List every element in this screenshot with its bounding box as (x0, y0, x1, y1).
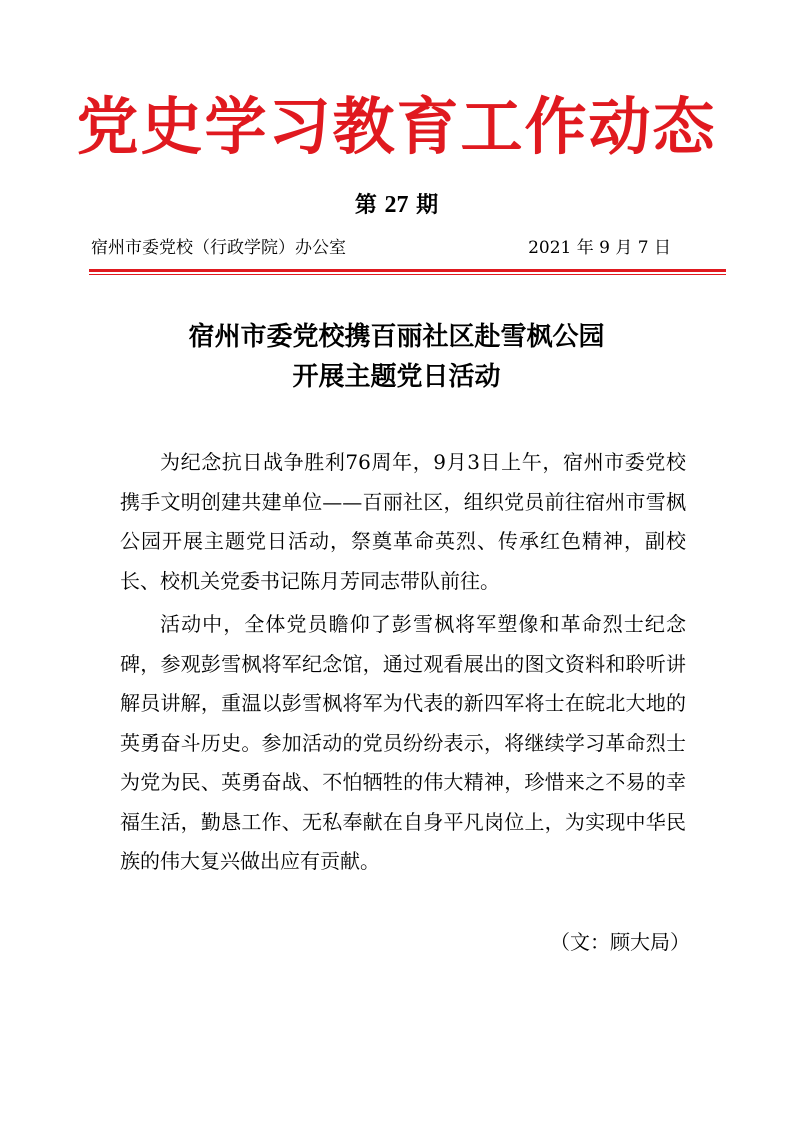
issuing-office: 宿州市委党校（行政学院）办公室 (91, 238, 346, 258)
issue-suffix: 期 (416, 192, 439, 218)
masthead-title: 党史学习教育工作动态 (76, 90, 717, 163)
publication-meta (91, 234, 671, 262)
issue-number (0, 190, 793, 220)
headline-line-2: 开展主题党日活动 (292, 362, 501, 392)
red-divider-thin (89, 274, 726, 275)
issue-date: 2021 年 9 月 7 日 (528, 238, 671, 258)
headline-line-1: 宿州市委党校携百丽社区赴雪枫公园 (188, 322, 605, 352)
red-divider (89, 269, 726, 272)
body-paragraph: 为纪念抗日战争胜利76周年，9月3日上午，宿州市委党校携手文明创建共建单位——百丽社区，组织党员前往宿州市雪枫公园开展主题党日活动，祭奠革命英烈、传承红色精神，副校长、校机关党委书记陈月芳同志带队前往。 (120, 450, 686, 593)
issue-number-value: 27 (384, 192, 409, 218)
author-credit: （文：顾大局） (550, 930, 690, 954)
article-body (120, 443, 686, 882)
article-headline (0, 317, 793, 397)
body-paragraph: 活动中，全体党员瞻仰了彭雪枫将军塑像和革命烈士纪念碑，参观彭雪枫将军纪念馆，通过观看展出的图文资料和聆听讲解员讲解，重温以彭雪枫将军为代表的新四军将士在皖北大地的英勇奋斗历史。参加活动的党员纷纷表示，将继续学习革命烈士为党为民、英勇奋战、不怕牺牲的伟大精神，珍惜来之不易的幸福生活，勤恳工作、无私奉献在自身平凡岗位上，为实现中华民族的伟大复兴做出应有贡献。 (120, 612, 686, 873)
issue-prefix: 第 (354, 192, 377, 218)
